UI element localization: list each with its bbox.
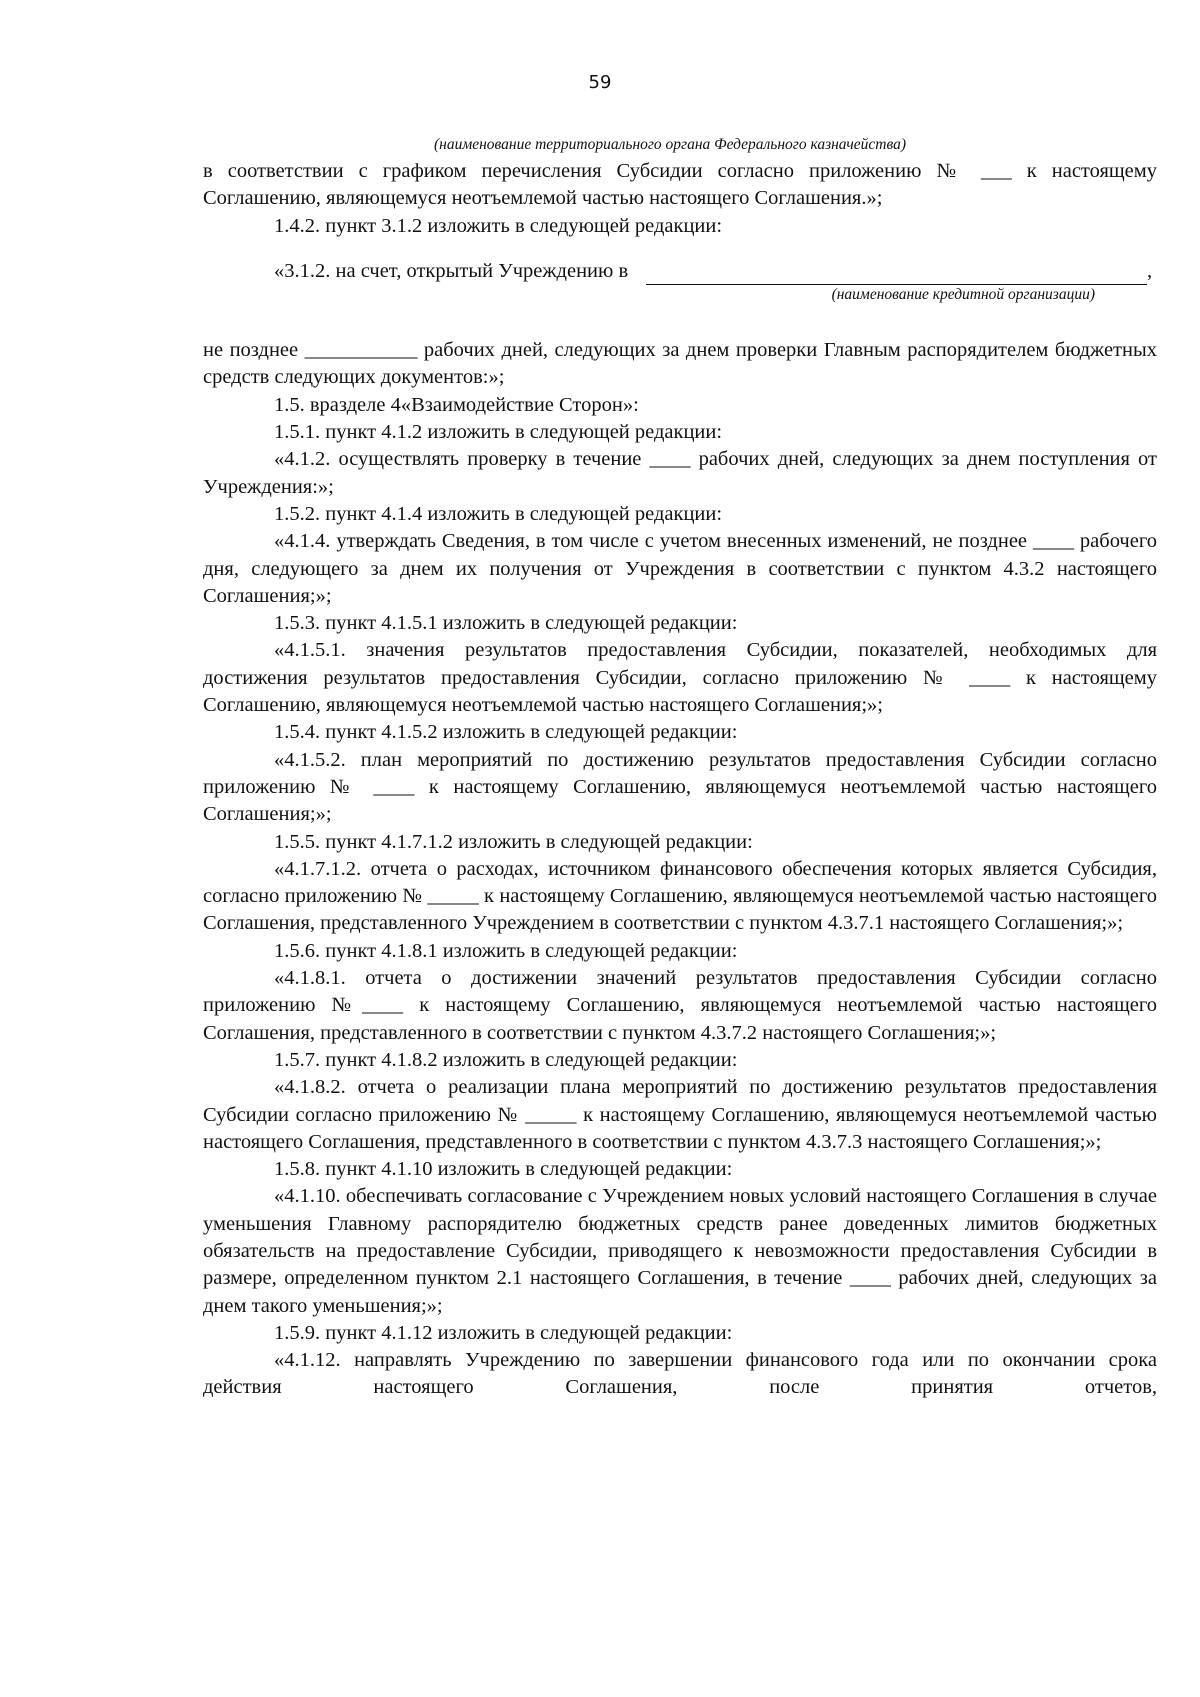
paragraph: 1.5.9. пункт 4.1.12 изложить в следующей редакции: [274,1321,733,1344]
paragraph: «4.1.8.1. отчета о достижении значений результатов предоставления Субсидии согласно приложению №____ к настоящему Соглашению, являющемуся неотъемлемой частью настоящего Соглашения, представленного в соответствии с пунктом 4.3.7.2 настоящего Соглашения;»; [203,967,1157,1044]
paragraph: «4.1.5.2. план мероприятий по достижению результатов предоставления Субсидии согласно приложению № ____ к настоящему Соглашению, являющемуся неотъемлемой частью настоящего Соглашения;»; [203,748,1157,826]
paragraph: не позднее ___________ рабочих дней, следующих за днем проверки Главным распорядителем бюджетных средств следующих документов:»; [203,339,1157,389]
caption-credit-org: (наименование кредитной организации) [831,286,1095,304]
account-line-row [203,258,1157,285]
paragraph: «4.1.12. направлять Учреждению по завершении финансового года или по окончании срока действия настоящего Соглашения, после принятия отчетов, [203,1349,1157,1399]
paragraph: «4.1.2. осуществлять проверку в течение ____ рабочих дней, следующих за днем поступления от Учреждения:»; [203,448,1157,498]
paragraph: «4.1.7.1.2. отчета о расходах, источником финансового обеспечения которых является Субсидия, согласно приложению № _____ к настоящему Соглашению, являющемуся неотъемлемой частью настоящего Соглашения, представленного Учреждением в соответствии с пунктом 4.3.7.1 настоящего Соглашения;»; [203,857,1157,935]
paragraph: 1.4.2. пункт 3.1.2 изложить в следующей редакции: [274,214,723,237]
account-text: «3.1.2. на счет, открытый Учреждению в [274,259,629,282]
paragraph: 1.5. вразделе 4«Взаимодействие Сторон»: [274,393,639,416]
paragraph: «4.1.8.2. отчета о реализации плана мероприятий по достижению результатов предоставления Субсидии согласно приложению № _____ к настоящему Соглашению, являющемуся неотъемлемой частью настоящего Соглашения, представленного в соответствии с пунктом 4.3.7.3 настоящего Соглашения;»; [203,1076,1157,1153]
paragraph: 1.5.7. пункт 4.1.8.2 изложить в следующей редакции: [274,1048,738,1071]
blank-underline [646,263,1147,285]
document-body [203,158,1157,1402]
paragraph: 1.5.5. пункт 4.1.7.1.2 изложить в следующей редакции: [274,830,753,853]
paragraph: 1.5.3. пункт 4.1.5.1 изложить в следующей редакции: [274,612,738,635]
paragraph: 1.5.6. пункт 4.1.8.1 изложить в следующей редакции: [274,939,738,962]
paragraph: «4.1.5.1. значения результатов предоставления Субсидии, показателей, необходимых для достижения результатов предоставления Субсидии, согласно приложению № ____ к настоящему Соглашению, являющемуся неотъемлемой частью настоящего Соглашения;»; [203,639,1157,717]
paragraph: 1.5.8. пункт 4.1.10 изложить в следующей редакции: [274,1158,733,1181]
paragraph: 1.5.2. пункт 4.1.4 изложить в следующей редакции: [274,502,723,525]
paragraph: 1.5.4. пункт 4.1.5.2 изложить в следующей редакции: [274,721,738,744]
paragraph: в соответствии с графиком перечисления Субсидии согласно приложению № ___ к настоящему Соглашению, являющемуся неотъемлемой частью настоящего Соглашения.»; [203,160,1157,210]
caption-treasury: (наименование территориального органа Федерального казначейства) [433,136,906,153]
account-comma: , [1147,259,1153,282]
page-number: 59 [588,72,612,93]
paragraph: 1.5.1. пункт 4.1.2 изложить в следующей редакции: [274,421,723,444]
paragraph: «4.1.4. утверждать Сведения, в том числе с учетом внесенных изменений, не позднее ____ рабочего дня, следующего за днем их получения от Учреждения в соответствии с пунктом 4.3.2 настоящего Соглашения;»; [203,530,1157,607]
paragraph: «4.1.10. обеспечивать согласование с Учреждением новых условий настоящего Соглашения в случае уменьшения Главному распорядителю бюджетных средств ранее доведенных лимитов бюджетных обязательств на предоставление Субсидии, приводящего к невозможности предоставления Субсидии в размере, определенном пунктом 2.1 настоящего Соглашения, в течение ____ рабочих дней, следующих за днем такого уменьшения;»; [203,1185,1157,1317]
